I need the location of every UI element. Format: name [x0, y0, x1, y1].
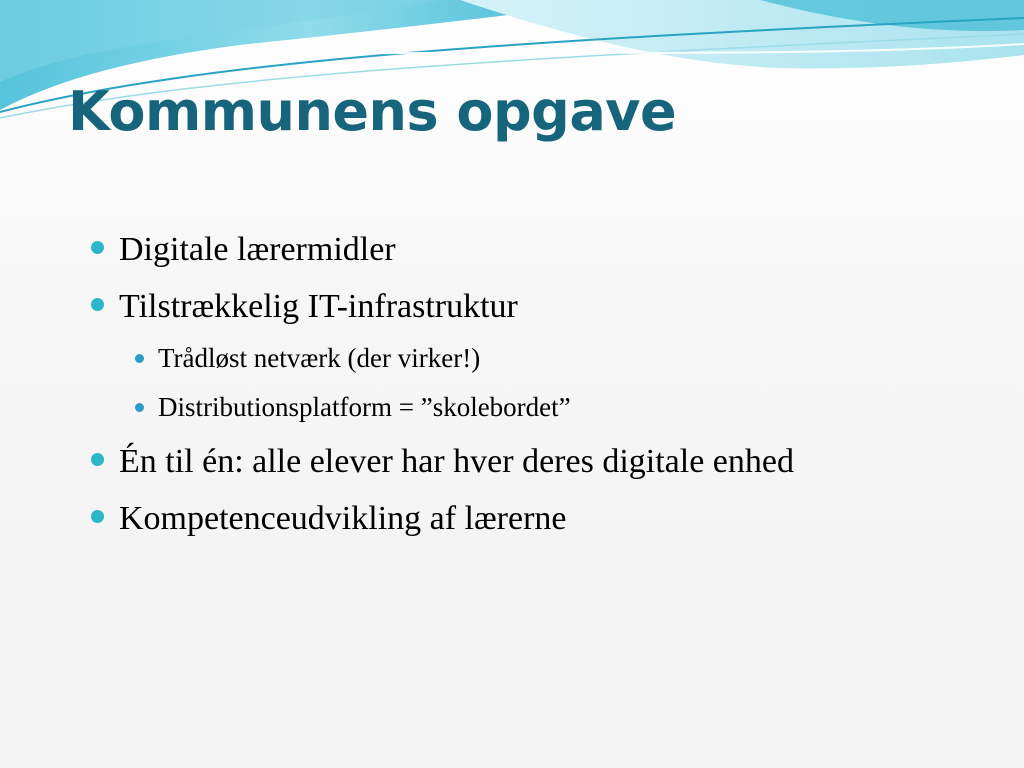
bullet-list [88, 226, 888, 552]
sub-bullet-text: Distributionsplatform = ”skolebordet” [158, 392, 571, 422]
bullet-item [88, 438, 888, 485]
bullet-item [88, 283, 888, 330]
bullet-dot-icon [91, 241, 104, 254]
bullet-text: Digitale lærermidler [119, 231, 396, 268]
sub-bullet-item [88, 389, 888, 425]
sub-bullet-item [88, 340, 888, 376]
bullet-dot-icon [91, 510, 104, 523]
slide-title: Kommunens opgave [68, 80, 677, 143]
sub-bullet-text: Trådløst netværk (der virker!) [158, 343, 481, 373]
bullet-text: Én til én: alle elever har hver deres digitale enhed [119, 443, 794, 480]
bullet-item [88, 226, 888, 273]
sub-bullet-dot-icon [135, 403, 144, 412]
bullet-dot-icon [91, 298, 104, 311]
bullet-text: Tilstrækkelig IT-infrastruktur [119, 288, 518, 325]
sub-bullet-dot-icon [135, 354, 144, 363]
bullet-dot-icon [91, 453, 104, 466]
bullet-text: Kompetenceudvikling af lærerne [119, 500, 567, 537]
bullet-item [88, 495, 888, 542]
